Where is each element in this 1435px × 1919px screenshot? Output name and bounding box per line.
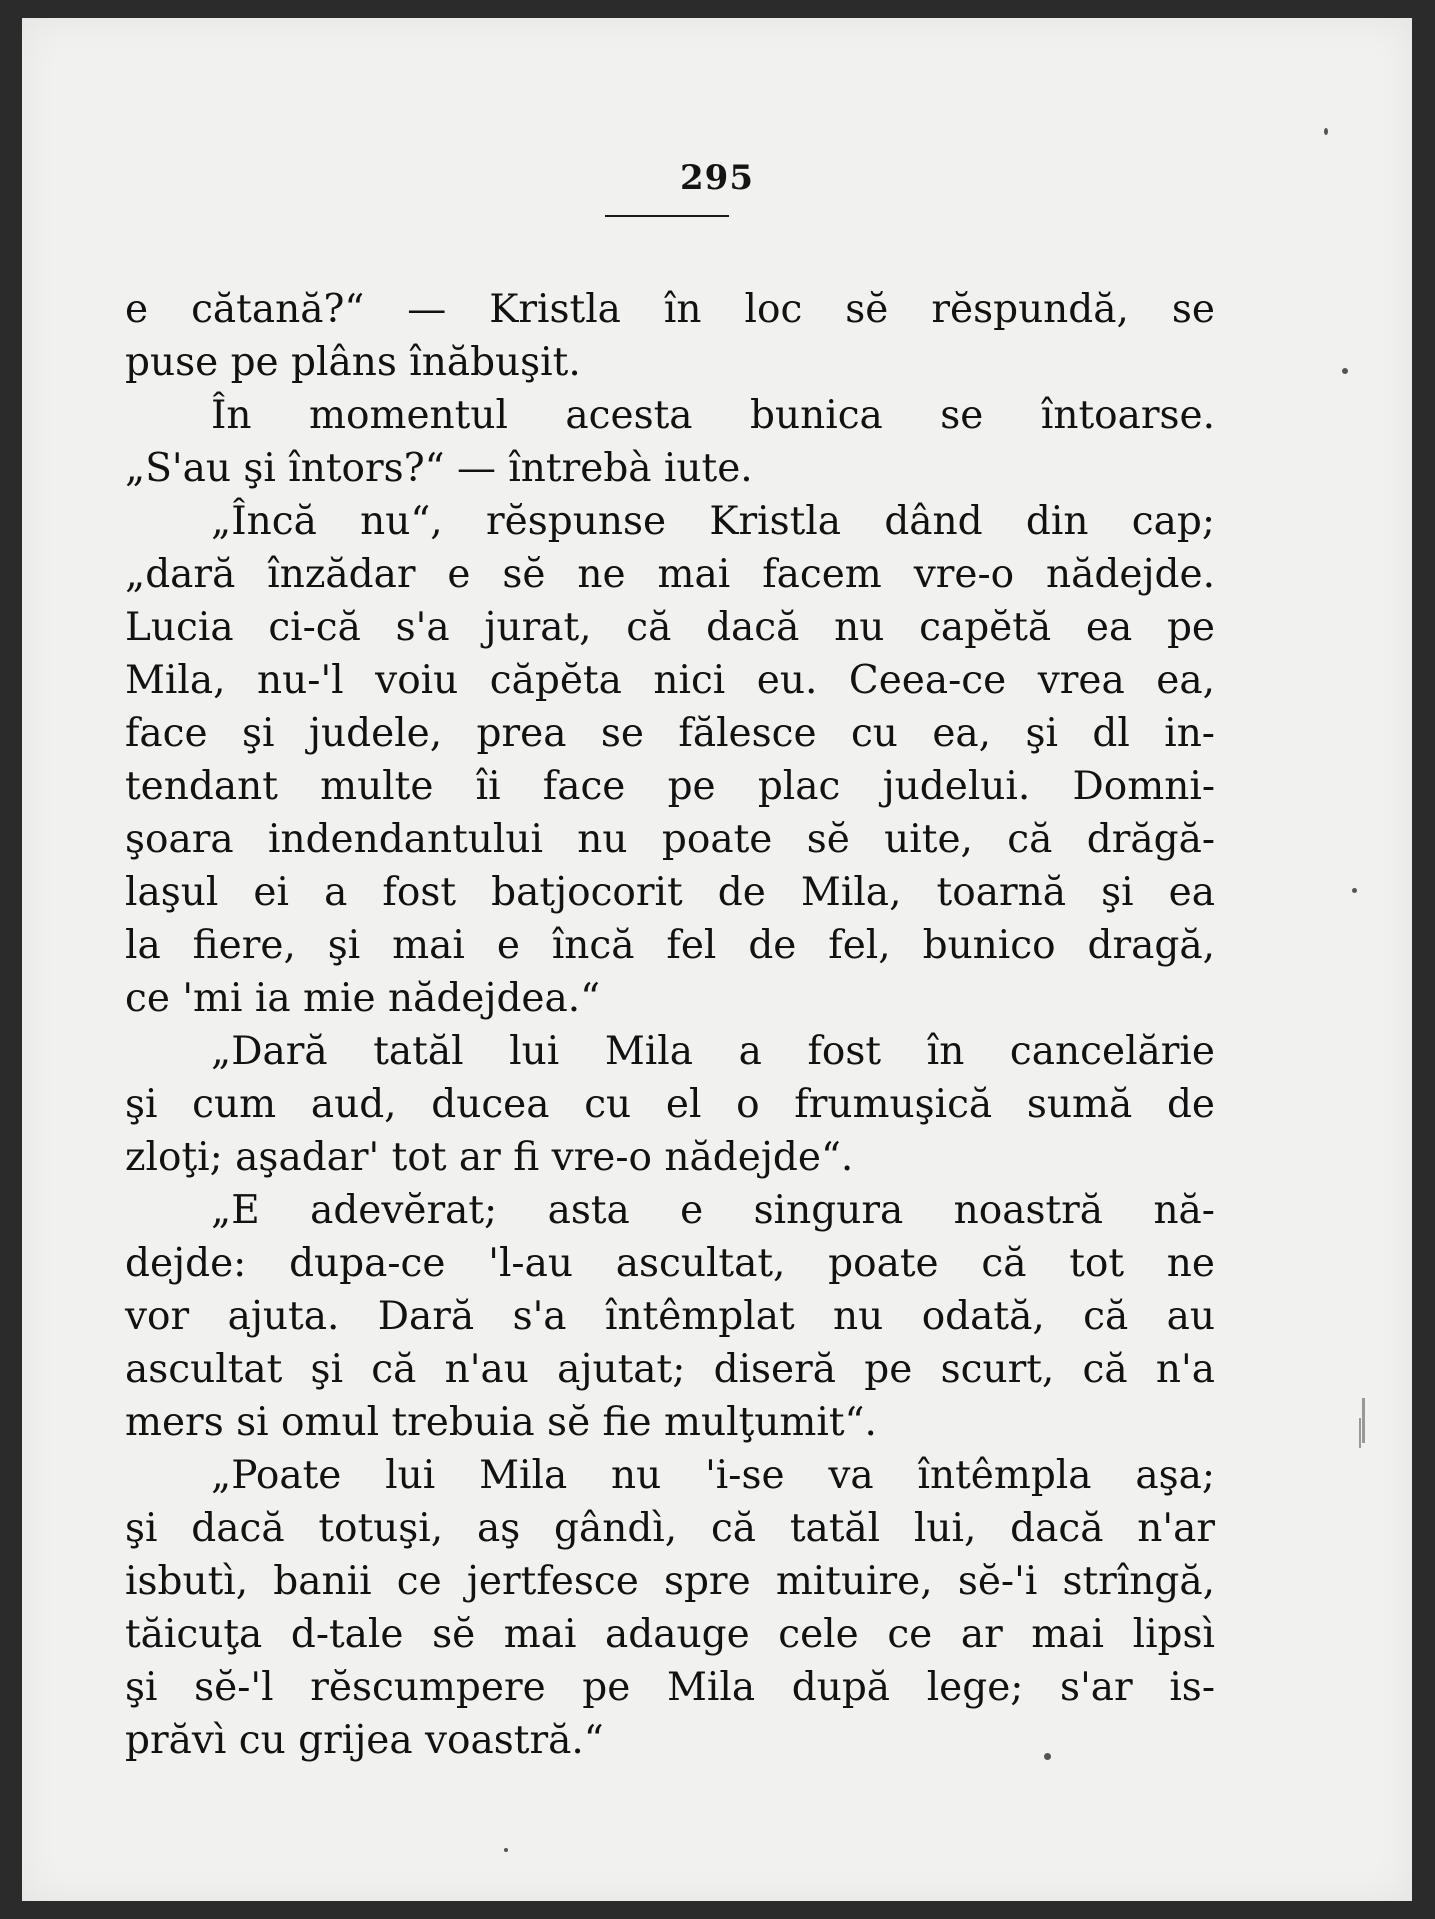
text-line: „S'au şi întors?“ — întrebà iute. xyxy=(125,446,753,491)
scan-edge-mark xyxy=(1362,1398,1365,1443)
text-line: dejde: dupa-ce 'l-au ascultat, poate că tot ne xyxy=(125,1241,1215,1286)
text-line: „dară înzădar e sĕ ne mai facem vre-o nădejde. xyxy=(125,552,1215,597)
text-line: prăvì cu grijea voastră.“ xyxy=(125,1718,604,1763)
scan-speck xyxy=(1342,368,1348,374)
text-line: tăicuţa d-tale sĕ mai adauge cele ce ar mai lipsì xyxy=(125,1612,1215,1657)
text-line: tendant multe îi face pe plac judelui. Domni- xyxy=(125,764,1215,809)
text-line: şoara indendantului nu poate sĕ uite, că drăgă- xyxy=(125,817,1215,862)
text-line: şi cum aud, ducea cu el o frumuşică sumă de xyxy=(125,1082,1215,1127)
text-line: şi sĕ-'l rĕscumpere pe Mila după lege; s'ar is- xyxy=(125,1665,1215,1710)
text-line: „E adevĕrat; asta e singura noastră nă- xyxy=(211,1188,1215,1233)
text-line: ce 'mi ia mie nădejdea.“ xyxy=(125,976,601,1021)
text-line: isbutì, banii ce jertfesce spre mituire, sĕ-'i strîngă, xyxy=(125,1559,1215,1604)
scan-speck xyxy=(1044,1753,1051,1760)
text-line: la fiere, şi mai e încă fel de fel, bunico dragă, xyxy=(125,923,1215,968)
text-line: „Dară tatăl lui Mila a fost în cancelărie xyxy=(211,1029,1215,1074)
scan-edge-mark xyxy=(1359,1418,1361,1448)
scan-speck xyxy=(1352,888,1357,893)
scan-speck xyxy=(1324,128,1328,135)
text-line: face şi judele, prea se fălesce cu ea, şi dl in- xyxy=(125,711,1215,756)
text-line: zloţi; aşadar' tot ar fi vre-o nădejde“. xyxy=(125,1135,854,1180)
text-line: e cătană?“ — Kristla în loc sĕ rĕspundă, se xyxy=(125,287,1215,332)
scan-speck xyxy=(504,1848,508,1852)
text-line: puse pe plâns înăbuşit. xyxy=(125,340,581,385)
text-line: Mila, nu-'l voiu căpĕta nici eu. Ceea-ce vrea ea, xyxy=(125,658,1215,703)
text-line: Lucia ci-că s'a jurat, că dacă nu capĕtă ea pe xyxy=(125,605,1215,650)
page-header xyxy=(22,158,1412,198)
text-line: mers si omul trebuia sĕ fie mulţumit“. xyxy=(125,1400,877,1445)
body-text xyxy=(125,283,1215,1767)
text-line: „Poate lui Mila nu 'i-se va întêmpla aşa; xyxy=(211,1453,1215,1498)
text-line: „Încă nu“, rĕspunse Kristla dând din cap; xyxy=(211,499,1215,544)
header-rule xyxy=(605,215,729,217)
text-line: vor ajuta. Dară s'a întêmplat nu odată, că au xyxy=(125,1294,1215,1339)
book-page xyxy=(22,18,1412,1901)
text-line: În momentul acesta bunica se întoarse. xyxy=(211,393,1215,438)
text-line: şi dacă totuşi, aş gândì, că tatăl lui, dacă n'ar xyxy=(125,1506,1215,1551)
text-line: laşul ei a fost batjocorit de Mila, toarnă şi ea xyxy=(125,870,1215,915)
page-number: 295 xyxy=(680,158,754,198)
text-line: ascultat şi că n'au ajutat; diseră pe scurt, că n'a xyxy=(125,1347,1215,1392)
